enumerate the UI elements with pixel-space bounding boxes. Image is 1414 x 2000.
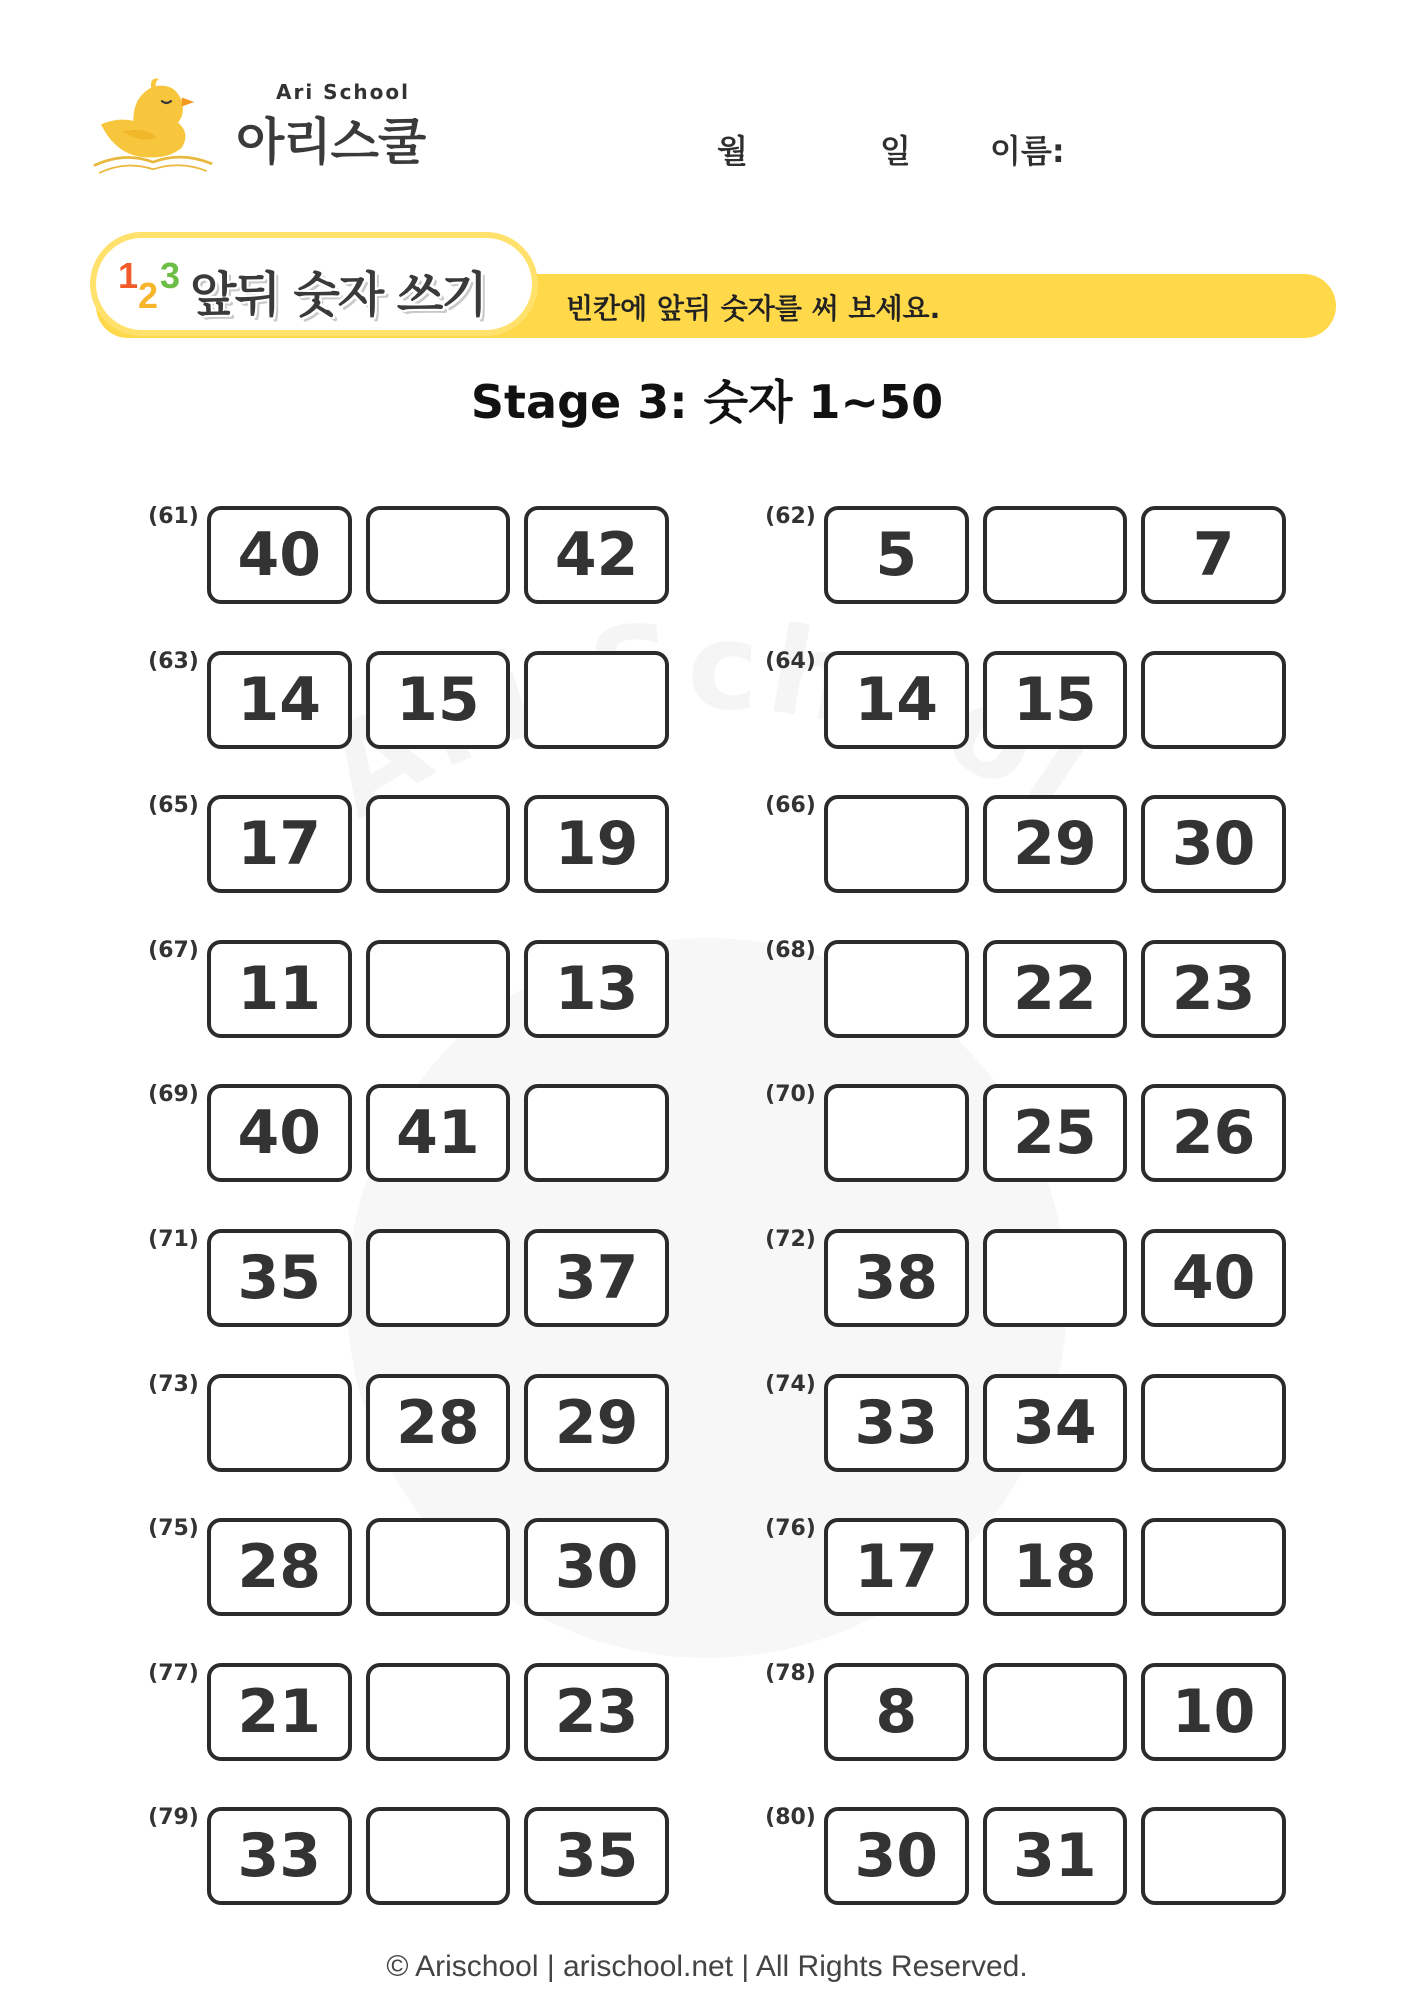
number-value: 33 — [854, 1387, 938, 1458]
problem-number-label: (61) — [148, 504, 199, 529]
number-box — [366, 651, 511, 749]
number-box — [207, 940, 352, 1038]
number-box — [207, 1807, 352, 1905]
problem-item — [144, 1660, 669, 1761]
month-label: 월 — [717, 132, 748, 170]
problem-item — [761, 648, 1286, 749]
problem-grid — [144, 506, 1286, 1905]
number-value: 29 — [1013, 809, 1097, 880]
number-value: 35 — [237, 1242, 321, 1313]
number-value: 23 — [1171, 953, 1256, 1024]
problem-item — [144, 1518, 669, 1616]
problem-item — [144, 1084, 669, 1182]
problem-item — [761, 1807, 1286, 1905]
number-value: 41 — [396, 1098, 480, 1169]
blank-answer-box[interactable] — [366, 506, 511, 604]
problem-number-label: (70) — [765, 1082, 816, 1108]
problem-number-label: (79) — [148, 1805, 199, 1831]
number-box — [824, 1229, 969, 1327]
problem-number-label: (68) — [765, 937, 816, 963]
instruction-text: 빈칸에 앞뒤 숫자를 써 보세요. — [566, 292, 941, 325]
problem-number-label: (69) — [148, 1082, 199, 1108]
number-value: 25 — [1013, 1098, 1097, 1169]
number-value: 33 — [237, 1821, 321, 1892]
number-value: 14 — [237, 664, 321, 735]
number-box — [1141, 506, 1286, 604]
number-box — [824, 506, 969, 604]
number-value: 40 — [1171, 1242, 1256, 1313]
number-box — [524, 1807, 669, 1905]
blank-answer-box[interactable] — [524, 651, 669, 749]
number-value: 18 — [1013, 1532, 1097, 1603]
problem-item — [144, 648, 669, 749]
blank-answer-box[interactable] — [366, 795, 511, 893]
problem-number-label: (78) — [765, 1660, 816, 1686]
number-value: 40 — [237, 520, 321, 590]
number-value: 38 — [854, 1242, 938, 1313]
name-label: 이름: — [990, 132, 1065, 170]
number-value: 21 — [237, 1676, 321, 1747]
digit-two: 2 — [138, 275, 159, 316]
brand-name-english: Ari School — [276, 80, 410, 104]
digit-three: 3 — [160, 255, 181, 296]
number-value: 23 — [554, 1676, 639, 1747]
number-box — [524, 795, 669, 893]
blank-answer-box[interactable] — [824, 795, 969, 893]
problem-number-label: (66) — [765, 793, 816, 819]
number-box — [983, 940, 1128, 1038]
brand-name-korean: 아리스쿨 — [236, 113, 426, 171]
problem-item — [761, 1226, 1286, 1327]
number-box — [524, 506, 669, 604]
footer-copyright: © Arischool | arischool.net | All Rights Reserved. — [386, 1950, 1028, 1983]
number-value: 17 — [237, 809, 321, 880]
day-label: 일 — [880, 132, 911, 170]
blank-answer-box[interactable] — [1141, 1807, 1286, 1905]
problem-item — [144, 1226, 669, 1327]
problem-number-label: (64) — [765, 648, 816, 674]
number-box — [366, 1374, 511, 1472]
number-box — [366, 1084, 511, 1182]
number-box — [207, 795, 352, 893]
number-box — [207, 651, 352, 749]
problem-item — [761, 1518, 1286, 1616]
number-box — [1141, 1229, 1286, 1327]
number-box — [524, 1518, 669, 1616]
number-box — [1141, 1084, 1286, 1182]
number-value: 8 — [875, 1676, 918, 1747]
blank-answer-box[interactable] — [983, 506, 1128, 604]
number-box — [1141, 1663, 1286, 1761]
number-value: 14 — [854, 664, 938, 735]
number-value: 13 — [554, 953, 639, 1024]
number-value: 37 — [554, 1242, 639, 1313]
number-value: 35 — [554, 1821, 639, 1892]
number-value: 31 — [1013, 1821, 1097, 1892]
problem-item — [144, 795, 669, 893]
stage-title: Stage 3: 숫자 1~50 — [470, 375, 944, 429]
number-box — [824, 1807, 969, 1905]
number-value: 42 — [554, 520, 639, 590]
number-box — [207, 1518, 352, 1616]
problem-item — [761, 1084, 1286, 1182]
number-value: 17 — [854, 1532, 938, 1603]
problem-number-label: (80) — [765, 1805, 816, 1831]
problem-number-label: (77) — [148, 1660, 199, 1686]
blank-answer-box[interactable] — [983, 1663, 1128, 1761]
blank-answer-box[interactable] — [366, 1518, 511, 1616]
number-value: 26 — [1171, 1098, 1256, 1169]
blank-answer-box[interactable] — [1141, 651, 1286, 749]
problem-item — [144, 506, 669, 604]
number-box — [824, 1374, 969, 1472]
number-value: 22 — [1013, 953, 1097, 1024]
blank-answer-box[interactable] — [366, 940, 511, 1038]
chick-logo-icon — [92, 68, 214, 180]
blank-answer-box[interactable] — [1141, 1374, 1286, 1472]
problem-item — [761, 937, 1286, 1038]
problem-number-label: (73) — [148, 1371, 199, 1397]
number-value: 28 — [396, 1387, 480, 1458]
digit-one: 1 — [118, 255, 139, 296]
problem-item — [761, 1371, 1286, 1472]
number-box — [524, 940, 669, 1038]
blank-answer-box[interactable] — [366, 1229, 511, 1327]
problem-number-label: (65) — [148, 793, 199, 819]
number-box — [207, 1229, 352, 1327]
problem-item — [761, 1660, 1286, 1761]
number-box — [983, 651, 1128, 749]
number-box — [207, 1663, 352, 1761]
problem-item — [144, 1807, 669, 1905]
number-box — [524, 1374, 669, 1472]
number-box — [207, 506, 352, 604]
number-box — [983, 1518, 1128, 1616]
blank-answer-box[interactable] — [366, 1663, 511, 1761]
blank-answer-box[interactable] — [824, 940, 969, 1038]
number-value: 30 — [554, 1532, 639, 1603]
problem-number-label: (74) — [765, 1371, 816, 1397]
number-value: 29 — [554, 1387, 639, 1458]
blank-answer-box[interactable] — [366, 1807, 511, 1905]
problem-item — [761, 795, 1286, 893]
number-box — [824, 1518, 969, 1616]
number-value: 30 — [1171, 809, 1256, 880]
number-value: 15 — [1013, 664, 1097, 735]
number-box — [1141, 940, 1286, 1038]
problem-number-label: (63) — [148, 648, 199, 674]
blank-answer-box[interactable] — [207, 1374, 352, 1472]
number-value: 30 — [854, 1821, 938, 1892]
problem-number-label: (62) — [765, 504, 816, 529]
number-box — [983, 795, 1128, 893]
problem-number-label: (75) — [148, 1516, 199, 1542]
number-value: 11 — [237, 953, 321, 1024]
blank-answer-box[interactable] — [1141, 1518, 1286, 1616]
number-box — [983, 1807, 1128, 1905]
number-value: 7 — [1192, 520, 1235, 590]
number-value: 19 — [554, 809, 639, 880]
number-value: 28 — [237, 1532, 321, 1603]
number-box — [824, 1663, 969, 1761]
blank-answer-box[interactable] — [824, 1084, 969, 1182]
problem-item — [144, 1371, 669, 1472]
number-value: 34 — [1013, 1387, 1097, 1458]
number-box — [524, 1229, 669, 1327]
problem-number-label: (76) — [765, 1516, 816, 1542]
number-box — [524, 1663, 669, 1761]
problem-item — [144, 937, 669, 1038]
number-box — [207, 1084, 352, 1182]
problem-number-label: (71) — [148, 1226, 199, 1252]
problem-number-label: (72) — [765, 1226, 816, 1252]
problem-item — [761, 506, 1286, 604]
number-value: 5 — [875, 520, 918, 590]
number-value: 10 — [1171, 1676, 1256, 1747]
number-box — [824, 651, 969, 749]
number-value: 15 — [396, 664, 480, 735]
number-box — [983, 1084, 1128, 1182]
problem-number-label: (67) — [148, 937, 199, 963]
blank-answer-box[interactable] — [983, 1229, 1128, 1327]
worksheet-title: 앞뒤 숫자 쓰기 — [190, 267, 486, 323]
number-value: 40 — [237, 1098, 321, 1169]
blank-answer-box[interactable] — [524, 1084, 669, 1182]
number-box — [983, 1374, 1128, 1472]
number-box — [1141, 795, 1286, 893]
